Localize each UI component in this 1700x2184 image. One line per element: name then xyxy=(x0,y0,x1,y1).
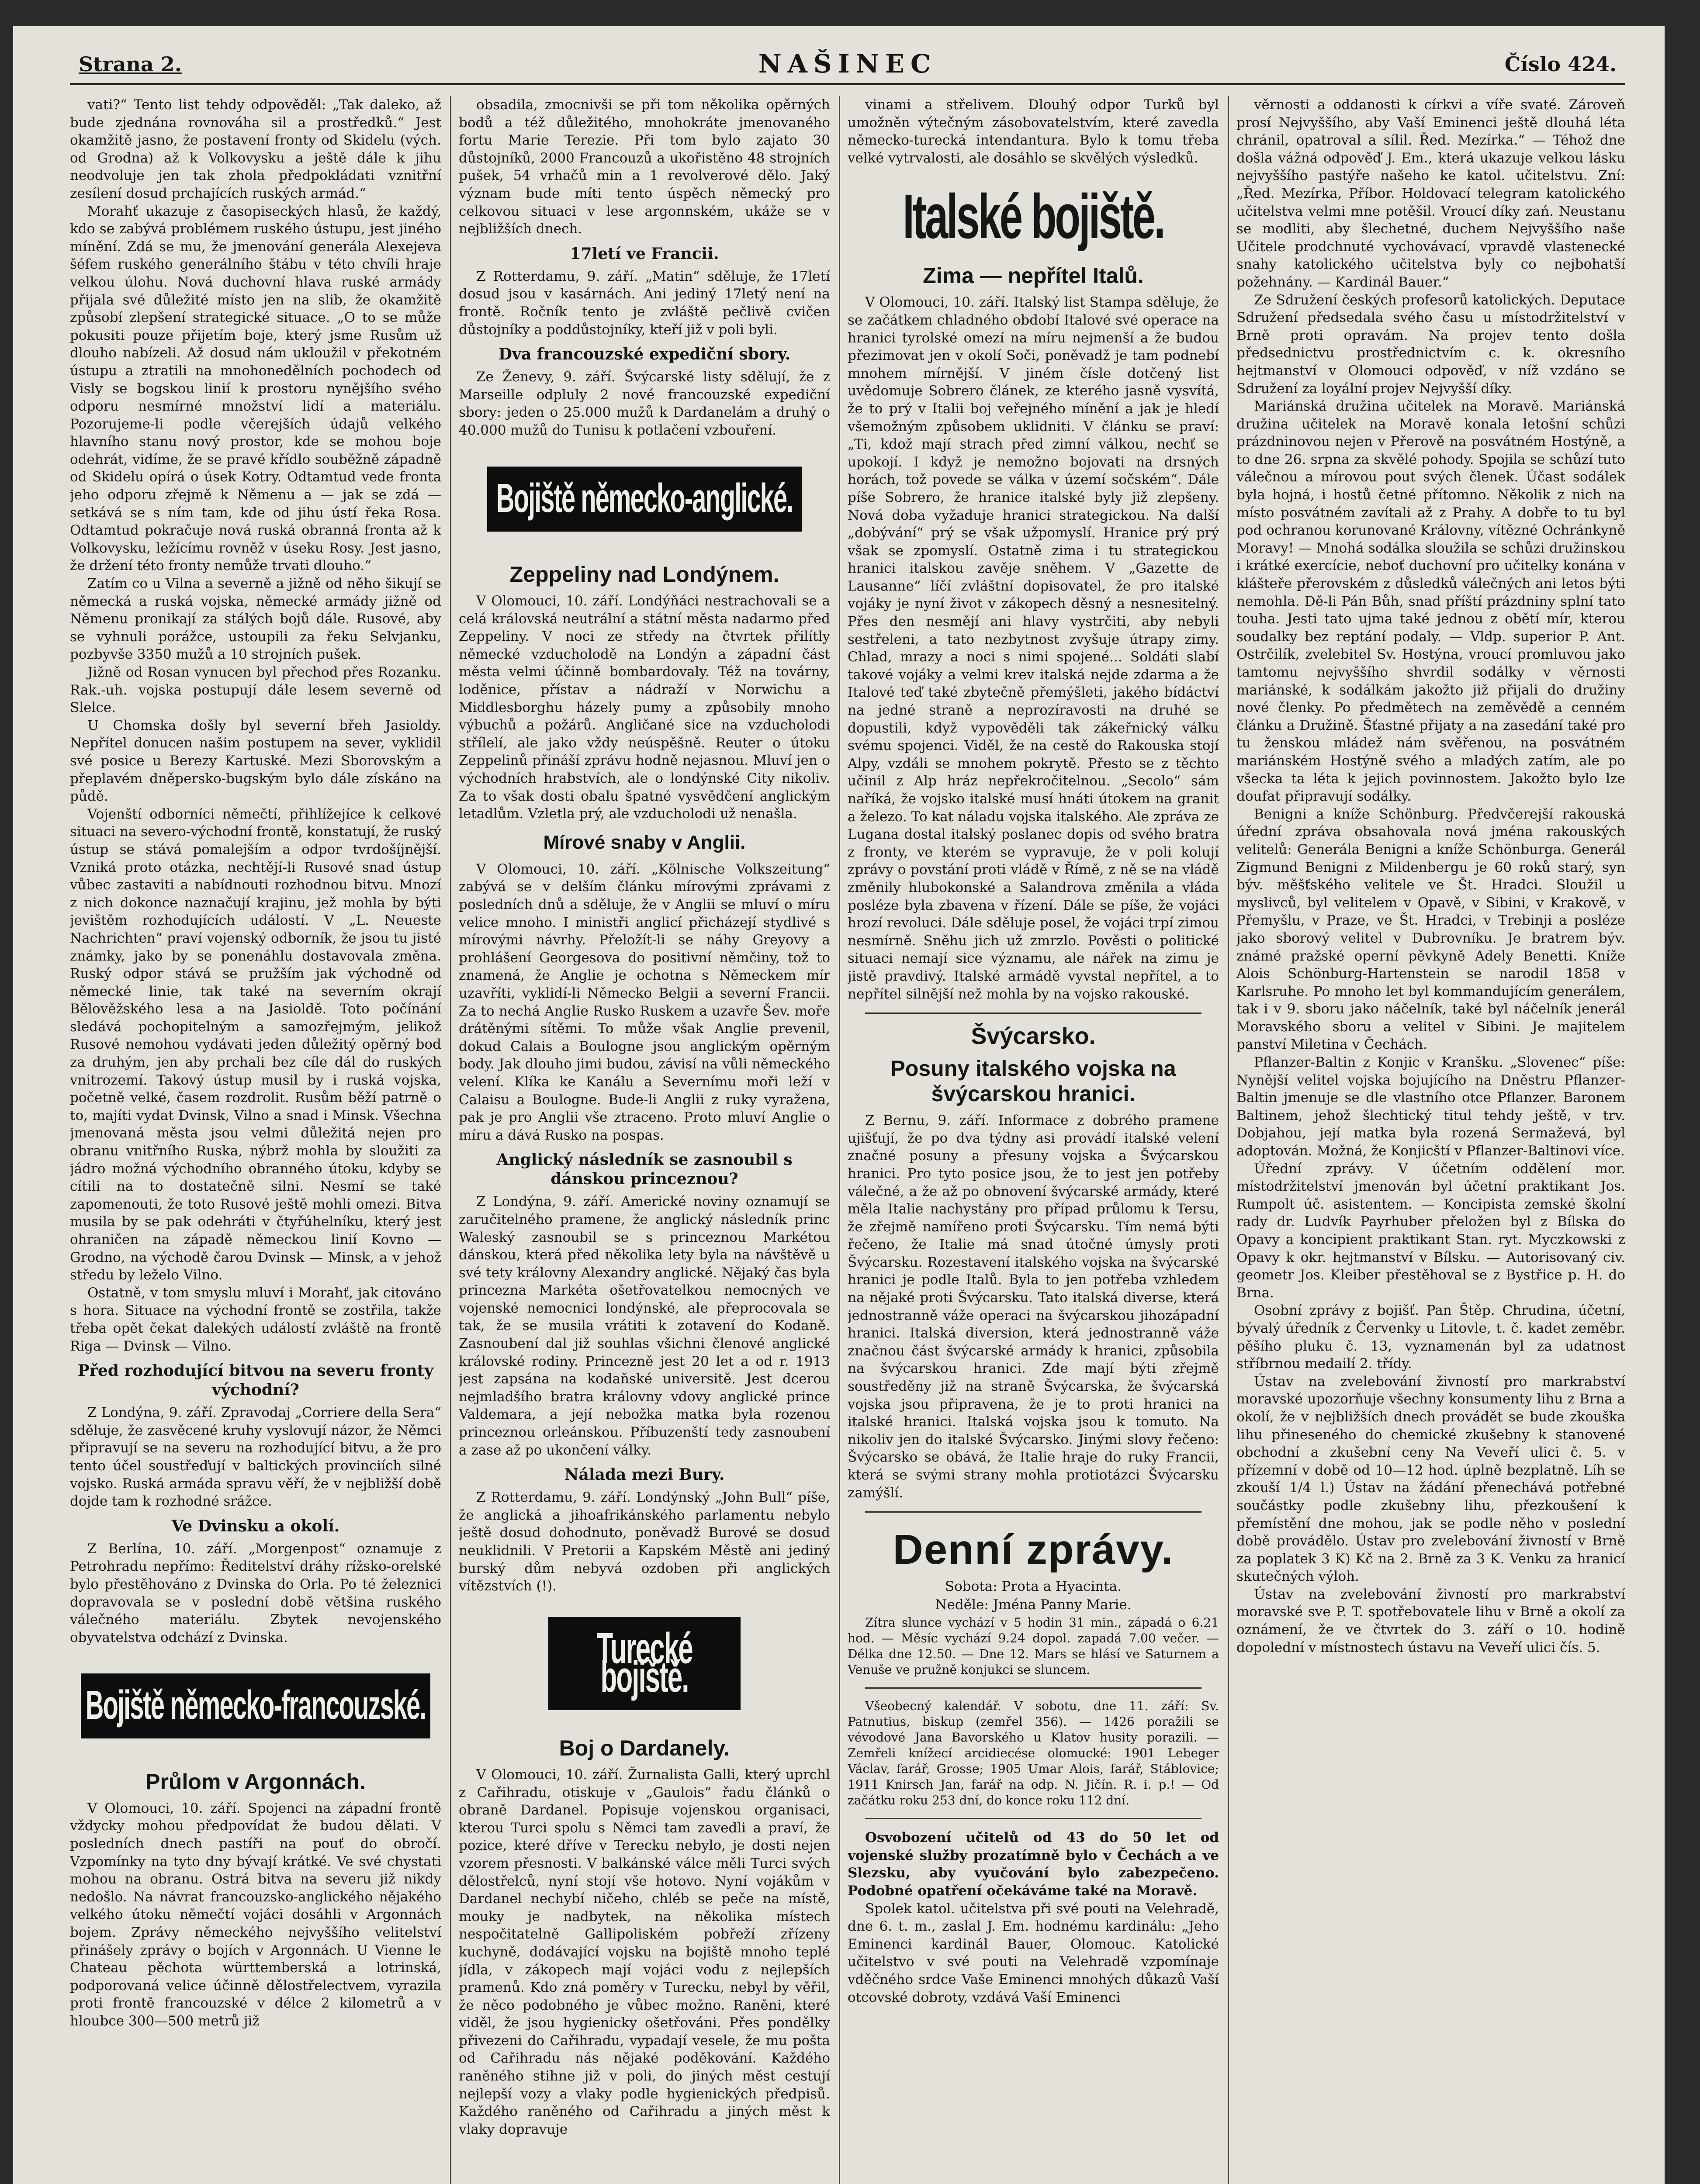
section-title: Italské bojiště. xyxy=(903,182,1164,252)
section-banner: Bojiště německo-francouzské. xyxy=(81,1674,430,1738)
paragraph: Osvobození učitelů od 43 do 50 let od vojenské služby prozatímně bylo v Čechách a ve Slezsku, aby vyučování bylo zabezpečeno. Podobné opatření očekáváme také na Moravě. xyxy=(848,1830,1219,1899)
paragraph: V Olomouci, 10. září. Žurnalista Galli, který uprchl z Cařihradu, otiskuje v „Gaulois“ řadu článků o obraně Dardanel. Popisuje vojenskou organisaci, kterou Turci spolu s Němci tam zavedli a praví, že pozice, které dříve v Terecku nebylo, je dosti nejen vzorem přesnosti. V balkánské válce měli Turci svých dělostřelců, nyní stojí vše hotovo. Nyní vojákům v Dardanel nechybí ničeho, chléb se peče na místě, mouky je nadbytek, na několika místech nespočitatelně Gallipoliském pobřeží zřízeny kuchyně, dodávající vojsku na bojiště mnoho teplé jídla, v zákopech mají vojáci vodu z nejlepších pramenů. Kdo zná poměry v Turecku, nebyl by věřil, že něco podobného je vůbec možno. Raněni, které viděl, že jsou hygienicky ošetřováni. Přes pondělky přivezeni do Cařihradu, vypadají vesele, že mu pošta od Cařihradu nás nějaké poděkování. Každého raněného stihne již v poli, do jiných měst cestují nejlepší vozy a vlaky podle hygienických předpisů. Každého raněného od Cařihradu a jiných měst k vlaky dopravuje xyxy=(459,1766,830,2137)
paragraph: Benigni a kníže Schönburg. Předvčerejší rakouská úřední zpráva obsahovala nová jména rakouských velitelů: Generála Benigni a kníže Schönburga. Generál Zigmund Benigni z Mildenbergu je 60 roků starý, syn býv. měšťského velitele ve Št. Hradci. Sloužil u myslivců, byl velitelem v Opavě, v Sibini, v Krakově, v Přemyšlu, v Praze, ve Št. Hradci, v Trebinji a posléze jako sborový velitel v Dubrovníku. Je bratrem býv. známé pražské operní pěvkyně Adely Benetti. Kníže Alois Schönburg-Hartenstein se narodil 1858 v Karlsruhe. Po mnoho let byl kommandujícím generálem, tak i v 9. sboru jako náčelník, také byl náčelník jenerál Moravského sboru a velitel v Sibini. Je majitelem panství Miletina v Čechách. xyxy=(1236,806,1625,1053)
paragraph: Mariánská družina učitelek na Moravě. Mariánská družina učitelek na Moravě konala letošní schůzi prázdninovou nejen v Přerově na posvátném Hostýně, a to dne 26. srpna za skvělé pohody. Spojila se schůzí tuto válečnou a mírovou pout svých členek. Účast sodálek byla hojná, i hostů četné přítomno. Několik z nich na místo posvátném zavítali až z Prahy. A dobře to tu byl pod ochranou korunované Královny, vítězné Ochránkyně Moravy! — Mnohá sodálka sloužila se schůzi družinskou i krátké exercície, neboť duchovní pro učitelky konána v klášteře přerovském z důsledků válečných ani letos býti nemohla. Dě-li Pán Bůh, snad příští prázdniny splní tato touha. Jesti tato ujma také jednou z obětí mír, kterou soudalky bez reptání podaly. — Vldp. superior P. Ant. Ostrčilík, zvelebitel Sv. Hostýna, vroucí promluvou jako tamtomu nejvyššího shvrdil sodálky v věrnosti mariánské, k sodálkám jakožto již přijali do družiny nové členky. Po předmětech na zeměvědě a cenném článku a Družině. Šťastné přijaty a na zasedání také pro tu ženskou mládež nám svěřenou, na posvátném mariánském Hostýně svého a mladých zatím, ale po všecka ta léta k jejich povinnostem. Jakožto bylo lze doufat připravují sodálky. xyxy=(1236,398,1625,805)
paragraph: V Olomouci, 10. září. Spojenci na západní frontě vždycky mohou předpovídat že budou dělati. V posledních dnech pastíři na pouť do obročí. Vzpomínky na tyto dny bývají krátké. Ve své chystati mohou na obranu. Ostrá bitva na severu již nikdy nedošlo. Na návrat francouzsko-anglického nějakého velkého útoku němečtí vojáci dosáhli v Argonnách bojem. Zprávy německého nejvyššího velitelství přinášely zprávy o bojích v Argonnách. U Vienne le Chateau pěchota württemberská a lotrinská, podporovaná velice účinně dělostřelectvem, vyrazila proti frontě francouzské v délce 2 kilometrů a v hloubce 300—500 metrů již xyxy=(70,1800,441,2029)
article-headline: Boj o Dardanely. xyxy=(559,1735,730,1760)
article-headline: Dva francouzské expediční sbory. xyxy=(498,345,791,364)
divider xyxy=(865,1818,1201,1819)
article-headline: Průlom v Argonnách. xyxy=(145,1769,366,1794)
paragraph: Zatím co u Vilna a severně a jižně od něho šikují se německá a ruská vojska, německé armády jižně od Němenu pronikají za stálých bojů dále. Rusové, aby se vyhnuli porážce, ustoupili za řeku Selvjanku, pozbyvše 3350 mužů a 10 strojních pušek. xyxy=(70,576,441,663)
paragraph: Všeobecný kalendář. V sobotu, dne 11. září: Sv. Patnutius, biskup (zemřel 356). — 1426 poražili se vévodové Jana Bavorského u Klatov husity porazili. — Zemřeli knížecí arcidiecése olomucké: 1901 Lebeger Václav, farář, Grosse; 1905 Umar Alois, farář, Stáblovice; 1911 Knirsch Jan, farář na odp. N. Jičín. R. i. p.! — Od začátku roku 253 dní, do konce roku 112 dní. xyxy=(848,1699,1219,1808)
paragraph: Zítra slunce vychází v 5 hodin 31 min., západá o 6.21 hod. — Měsíc vychází 9.24 dopol. zapadá 7.00 večer. — Délka dne 12.50. — Dne 12. Mars se hlásí ve Saturnem a Venuše ve pružně konjukci se sluncem. xyxy=(848,1615,1219,1677)
paragraph: V Olomouci, 10. září. Italský list Stampa sděluje, že se začátkem chladného období Italové své operace na hranici tyrolské omezí na míru nejmenší a že budou přezimovat jen v okolí Soči, poněvadž je tam podnebí mnohem mírnější. V jiném čísle dotčený list uvědomuje Sobrero článek, ze kterého jasně vysvítá, že to prý v Italii boj veřejného mínění a jak je hledí všemožným způsobem uklidniti. V článku se praví: „Ti, kdož mají strach před zimní válkou, nechť se upokojí. I když je nemožno bojovati na drsných horách, tož povede se válka v území sočském“. Dále píše Sobrero, že hranice italské byly již zlepšeny. Nová doba vyžaduje hranici strategickou. Na další „dobývání“ prý se však užpomyslí. Hranice prý prý však se zpomyslí. Ostatně zima i tu strategickou hranici italskou zavěje sněhem. V „Gazette de Lausanne“ líčí zvláštní dopisovatel, že pro italské vojáky je nyní život v zákopech děsný a nesnesitelný. Přes den nesmějí ani hlavy vystrčiti, aby nebyli sestřeleni, a tato nezbytnost zvyšuje útrapy zimy. Chlad, mrazy a noci s nimi spojené... Soldáti slabí takové vojáky a velmi krev italská nejde zdarma a že Italové teď také zbytečně přemýšleti, jakého bídáctví na jedné straně a neprozíravosti na druhé se dopustili, když vypověděli tak zákeřnický válku svému spojenci. Viděl, že na cestě do Rakouska stojí Alpy, vzdáli se mnohem pokrytě. Přesto se z těchto učinil z Alp hráz nepřekročitelnou. „Secolo“ sám naříká, že vojsko italské musí hnáti útokem na granit a železo. To kat náladu vojska italského. Ale zpráva ze Lugana dostal italský poslanec dopis od svého bratra z fronty, ve kterém se vypravuje, že v poli kolují zprávy o povstání proti vládě v Římě, z ně se na vládě změnily hlubokonské a Salandrova změnila a vláda posléze byla zbavena v řízení. Dále se píše, že vojáci hrozí revoluci. Dále sděluje posel, že vojáci trpí zimou nesmírně. Sněhu jich už zmrzlo. Pověsti o politické situaci nemají sice významu, ale nářek na zimu je jistě pravdivý. Italské armádě vyvstal nepřítel, a to nepřítel silnější než mohla by na vojsko rakouské. xyxy=(848,294,1219,1002)
paragraph: Z Berlína, 10. září. „Morgenpost“ oznamuje z Petrohradu nepřímo: Ředitelství dráhy rížsko-orelské bylo přestěhováno z Dvinska do Orla. Po té železnici dopravovala se v poslední době většina ruského válečného materiálu. Zbytek nevojenského obyvatelstva odchází z Dvinska. xyxy=(70,1541,441,1645)
paragraph: Osobní zprávy z bojišť. Pan Štěp. Chrudina, účetní, bývalý úředník z Červenky u Litovle, t. č. kadet zeměbr. pěšího pluku č. 13, vyznamenán byl za udatnost stříbrnou medailí 2. třídy. xyxy=(1236,1303,1625,1372)
paragraph: Z Londýna, 9. září. Americké noviny oznamují se zaručitelného pramene, že anglický následník princ Waleský zasnoubil se s princeznou Markétou dánskou, která před několika lety byla na návštěvě u své tety královny Alexandry anglické. Nějaký čas byla princezna Markéta ošetřovatelkou nemocných ve vojenské nemocnici londýnské, ale přeprocovala se tak, že se musila vrátiti k zotavení do Kodaně. Zasnoubení dal již souhlas všichni členové anglické královské rodiny. Princezně jest 20 let a od r. 1913 jest zapsána na kodaňské universitě. Jest dcerou nejmladšího bratra královny vdovy anglické prince Valdemara, a její nebožka matka byla rozenou princeznou orleánskou. Příbuzenští tedy zasnoubení a zase až po ukončení války. xyxy=(459,1194,830,1458)
masthead xyxy=(70,44,1625,85)
paragraph: V Olomouci, 10. září. Londýňáci nestrachovali se a celá královská neutrální a státní města nadarmo před Zeppeliny. V noci ze středy na čtvrtek přilítly německé vzducholodě na Londýn a západní část města velmi účinně bombardovaly. Též na továrny, loděnice, přístav a nádraží v Norwichu a Middlesborghu házely pumy a způsobily mnoho výbuchů a požárů. Angličané sice na vzducholodi střílelí, ale jako vždy neúspěšně. Reuter o útoku Zeppelinů přináší zprávu hodně nejasnou. Mluví jen o východních hrabstvích, ale o londýnské City nikoliv. Za to však dosti obalu špatné vysvědčení anglickým letadlům. Vzletla prý, ale vzducholodi už nenašla. xyxy=(459,593,830,822)
paragraph: Pflanzer-Baltin z Konjic v Kranšku. „Slovenec“ píše: Nynější velitel vojska bojujícího na Dněstru Pflanzer-Baltin jmenuje se dle vlastního otce Pflanzer. Baronem Baltinem, jehož šlechtický titul tehdy ještě, v trv. Dobjahou, její matka byla rozená Sermaževá, byl adoptován. Možná, že Konjicští v Pflanzer-Baltinovi více. xyxy=(1236,1054,1625,1159)
paragraph: V Olomouci, 10. září. „Kölnische Volkszeitung“ zabývá se v delším článku mírovými zprávami z posledních dnů a sděluje, že v Anglii se mluví o míru velice mnoho. I ministři anglicí přicházejí stydlivé s mírovými návrhy. Přeložít-li se náhy Greyovy a prohlášení Georgesova do positivní němčiny, tož to znamená, že Anglie je ochotna s Německem mír uzavříti, vyklidí-li Německo Belgii a severní Francii. Za to nechá Anglie Rusko Ruskem a uzavře Šev. moře drátěnými sítěmi. To může však Anglie prevenil, dokud Calais a Boulogne jsou anglickým opěrným body. Jak dlouho jimi budou, závisí na vůli německého velení. Klíka ke Kanálu a Severnímu moři leží v Calaisu a Boulogne. Bude-li Anglii z ruky vyražena, pak je pro Anglii vše ztraceno. Proto mluví Anglie o míru a dává Rusko na pospas. xyxy=(459,861,830,1143)
newspaper-page xyxy=(13,26,1665,2184)
newspaper-title: NAŠINEC xyxy=(758,49,937,79)
column-1 xyxy=(70,96,441,2184)
column-4 xyxy=(1236,96,1625,2184)
paragraph: Ostatně, v tom smyslu mluví i Morahť, jak citováno s hora. Situace na východní frontě se zostřila, takže třeba opět čekat dalekých událostí zvláště na frontě Riga — Dvinsk — Vilno. xyxy=(70,1285,441,1354)
paragraph: Vojenští odborníci němečtí, přihlížejíce k celkové situaci na severo-východní frontě, konstatují, že ruský ústup se stává pomalejším a odpor tvrdošíjnější. Vzniká proto otázka, nechtějí-li Rusové snad ústup vůbec zastaviti a nabídnouti rozhodnou bitvu. Mnozí z nich dokonce naznačují krajinu, jež mohla by býti jevištěm rozhodujících událostí. V „L. Neueste Nachrichten“ praví vojenský odborník, že jsou tu jisté známky, jako by se ponenáhlu dostavovala změna. Ruský odpor stává se pružším jak východně od německé linie, tak také na severním okrají Bělověžského lesa a na Jasioldě. Toto počínání sledává pochopitelným a samozřejmým, jelikož Rusové nemohou vydávati jeden důležitý opěrný bod za druhým, jen aby prchali bez cíle dál do ruských vnitrozemí. Takový ústup musil by i ruská vojska, početně velké, časem rozdrolit. Rusům běží patrně o to, majíti vydat Dvinsk, Vilno a snad i Minsk. Všechna jmenovaná města jsou velmi důležitá nejen pro obranu vnitřního Ruska, nýbrž mohla by sloužiti za jádro možná východního obranného útoku, kdyby se cítili na to dostatečně silni. Nesmí se také zapomenouti, že toto Rusové ještě mohli omezi. Bitva musila by se pak odehráti v čtyřúhelníku, který jest ohraničen na západě německou linií Kovno — Grodno, na východě čarou Dvinsk — Minsk, a v jehož středu by leželo Vilno. xyxy=(70,806,441,1283)
paragraph: Ústav na zvelebování živností pro markrabství moravské upozorňuje všechny konsumenty lihu z Brna a okolí, že v nejbližších dnech provádět se bude zkouška lihu přineseného do chemické zkušebny k stanovené obchodní a zkušební ceny Na Veveří ulici č. 5. v přízemní v době od 10—12 hod. úplně bezplatně. Líh se zkouší 1/4 l.) Ústav na žádání přenechává potřebné součástky podle zkušebny lihu, přezkoušení k přemístění dne mohou, jak se podle něho v poslední době provádělo. Ústav pro zvelebování živností v Brně za poplatek 3 K) Kč na 2. Brně za 3 K. Venku za hranicí skutečných výloh. xyxy=(1236,1373,1625,1585)
section-banner: Bojiště německo-anglické. xyxy=(487,467,802,531)
divider xyxy=(865,1013,1201,1014)
article-headline: Anglický následník se zasnoubil s dánskou princeznou? xyxy=(496,1151,793,1189)
paragraph: obsadila, zmocnivši se při tom několika opěrných bodů a též důležitého, mnohokráte jmenovaného fortu Marie Terezie. Při tom bylo zajato 30 důstojníků, 2000 Francouzů a ukořistěno 48 strojních pušek, 54 vrhačů min a 1 revolverové dělo. Jaký význam bude míti tento úspěch německý pro celkovou situaci v lese argonnském, ukáže se v nejbližších dnech. xyxy=(459,97,830,237)
paragraph: Z Rotterdamu, 9. září. Londýnský „John Bull“ píše, že anglická a jihoafrikánského parlamentu nebylo ještě dosud dohodnuto, poněvadž Burové se dosud neuklidnili. V Pretorii a Kapském Městě ani jediný burský dům nebyvá ozdoben při anglických vítězstvích (!). xyxy=(459,1489,830,1594)
article-headline: Zeppeliny nad Londýnem. xyxy=(509,562,779,587)
section-title: Švýcarsko. xyxy=(971,1023,1096,1050)
issue-number: Číslo 424. xyxy=(1504,52,1617,76)
paragraph: Morahť ukazuje z časopiseckých hlasů, že každý, kdo se zabývá problémem ruského ústupu, jest jiného mínění. Zdá se mu, že jmenování generála Alexejeva šéfem ruského generálního štábu v této chvíli hraje velkou úlohu. Nová duchovní hlava ruské armády přijala své důležité místo jen na slib, že okamžitě způsobí zlepšení strategické situace. „O to se může pokusiti pouze přijetím boje, který jsme Rusům už dlouho nabízeli. Až dosud nám ukloužil v překotném ústupu a ztratili na mnohonedělních pochodech od Visly se bogskou linií k prostoru nynějšího svého odporu nesmírné množství lidí a materiálu. Pozorujeme-li podle včerejších údajů velkého hlavního stanu nový prostor, kde se mohou boje odehrát, vidíme, že se pravé křídlo souběžně západně od Skidelu opírá o úsek Kotry. Odtamtud vede fronta jeho odporu zřejmě k Němenu a — jak se zdá — setkává se s ním tam, kde od jihu ústí řeka Rosa. Odtamtud pokračuje nová ruská obranná fronta až k Volkovysku, ležícímu rovněž v úseku Rosy. Jest jasno, že držení této fronty nemůže trvati dlouho.“ xyxy=(70,203,441,574)
article-headline: 17letí ve Francii. xyxy=(570,244,719,263)
paragraph: Z Rotterdamu, 9. září. „Matin“ sděluje, že 17letí dosud jsou v kasárnách. Ani jediný 17letý není na frontě. Ročník tento je zvláště pečlivě cvičen důstojníky a poddůstojníky, kteří již v poli byli. xyxy=(459,268,830,338)
paragraph: Spolek katol. učitelstva při své pouti na Velehradě, dne 6. t. m., zaslal J. Em. hodnému kardinálu: „Jeho Eminenci kardinál Bauer, Olomouc. Katolické učitelstvo v své pouti na Velehradě vzpomínaje vděčného srdce Vaše Eminenci mnohých důkazů Vaší otcovské dobroty, vzdává Vaší Eminenci xyxy=(848,1901,1219,2005)
paragraph: Úřední zprávy. V účetním oddělení mor. místodržitelství jmenován byl účetní praktikant Jos. Rumpolt úč. asistentem. — Koncipista zemské školní rady dr. Ludvík Payrhuber přeložen byl z Bílska do Opavy a koncipient praktikant Stan. ryt. Myczkowski z Opavy k okr. hejtmanství v Bílsku. — Autorisovaný civ. geometr Jos. Kleiber přestěhoval se z Bystřice p. H. do Brna. xyxy=(1236,1161,1625,1301)
calendar-line: Sobota: Prota a Hyacinta. xyxy=(945,1579,1122,1595)
paragraph: Ze Ženevy, 9. září. Švýcarské listy sdělují, že z Marseille odpluly 2 nové francouzské expediční sbory: jeden o 25.000 mužů k Dardanelám a druhý o 40.000 mužů do Tunisu k potlačení vzbouření. xyxy=(459,369,830,438)
column-rule xyxy=(839,96,840,2184)
paragraph: Ze Sdružení českých profesorů katolických. Deputace Sdružení předsedala svého času u místodržitelství v Brně proti opravám. Na projev tento došla předsednictvu prostřednictvím c. k. okresního hejtmanství v Olomouci odpověď, v níž vzdáno se Sdružení za loyální projev Nejvyšší díky. xyxy=(1236,292,1625,397)
article-headline: Posuny italského vojska na švýcarskou hranici. xyxy=(890,1056,1176,1106)
paragraph: vati?“ Tento list tehdy odpověděl: „Tak daleko, až bude zjednána rovnováha sil a prostředků.“ Jest okamžitě jasno, že postavení fronty od Skidelu (vých. od Grodna) až k Volkovysku a ještě dále k jihu neodvoluje jen tak zhola předpokládati vznitřní zesílení dosud prchajících ruských armád.“ xyxy=(70,97,441,201)
column-rule xyxy=(1228,96,1229,2184)
column-2 xyxy=(459,96,830,2184)
calendar-line: Neděle: Jména Panny Marie. xyxy=(935,1597,1132,1613)
paragraph: věrnosti a oddanosti k církvi a víře svaté. Zároveň prosí Nejvyššího, aby Vaší Eminenci ještě dlouhá léta chránil, opatroval a sílil. Řed. Mezírka.“ — Téhož dne došla vážná odpověď J. Em., která ukazuje velkou lásku nejvyššího pastýře našeho ke katol. učitelstvu. Zní: „Řed. Mezírka, Příbor. Holdovací telegram katolického učitelstva velmi mne potěšil. Vroucí díky zań. Neustanu se modliti, aby šlechetné, duchem Nejvyššího naše Učitele prodchnuté vychovávací, vpravdě vlastenecké snahy katolického učitelstva byly co nejbohatší požehnány. — Kardinál Bauer.“ xyxy=(1236,97,1625,290)
section-banner: Turecké bojiště. xyxy=(548,1617,741,1710)
article-headline: Ve Dvinsku a okolí. xyxy=(171,1517,340,1535)
divider xyxy=(865,1687,1201,1689)
column-rule xyxy=(450,96,451,2184)
section-title: Denní zprávy. xyxy=(893,1526,1174,1573)
article-headline: Mírové snaby v Anglii. xyxy=(543,831,746,853)
article-headline: Zima — nepřítel Italů. xyxy=(923,263,1144,288)
column-3 xyxy=(848,96,1219,2184)
page-label: Strana 2. xyxy=(79,52,182,76)
article-headline: Před rozhodující bitvou na severu fronty východní? xyxy=(77,1362,434,1400)
paragraph: Z Bernu, 9. září. Informace z dobrého pramene ujišťují, že po dva týdny asi provádí italské velení značné posuny a přesuny vojska a Švýcarskou hranici. Pro tyto posice jsou, že to jest jen potřeby válečné, a že až po obnovení švýcarské armády, které měla Italie nachystány pro případ průlomu k Tersu, že zřejmě namířeno proti Švýcarsku. Tím nemá býti řečeno, že Italie má snad útočné úmysly proti Švýcarsku. Rozestavení italského vojska na švýcarské hranici je podle Italů. Byla to jen potřeba vzhledem na nějaké proti Švýcarsku. Tato italská diverse, která jednostranně váže operaci na švýcarskou jihozápadní hranici. Italská diversion, která jednostranně váže značnou část švýcarské armády k hranici, způsobila na švýcarskou hranici. Zde mají býti zřejmě soustředěny již na straně Švýcarska, že švýcarská vojska jsou připravena, že je to proti hranici na italské hranici. Italská vojska jsou k tomuto. Na nikoliv jen do italské Švýcarsko. Jinými slovy řečeno: Švýcarsko se obává, že Italie hraje do ruky Francii, která se svými strany mohla protiotázci Švýcarsku zamýšlí. xyxy=(848,1113,1219,1501)
divider xyxy=(865,1511,1201,1513)
paragraph: Ústav na zvelebování živností pro markrabství moravské sve P. T. spotřebovatele lihu v Brně a okolí za oznámení, že ve čtvrtek do 3. září o 10. hodině dopolední v místnostech ústavu na Veveří ulici čís. 5. xyxy=(1236,1586,1625,1655)
article-headline: Nálada mezi Bury. xyxy=(564,1465,725,1484)
paragraph: U Chomska došly byl severní břeh Jasioldy. Nepřítel donucen našim postupem na sever, vyklidil své posice u Berezy Kartuské. Mezi Sborovským a přeplavém dněpersko-bugským bylo dále získáno na půdě. xyxy=(70,717,441,805)
paragraph: Jižně od Rosan vynucen byl přechod přes Rozanku. Rak.-uh. vojska postupují dále lesem severně od Slelce. xyxy=(70,664,441,716)
paragraph: Z Londýna, 9. září. Zpravodaj „Corriere della Sera“ sděluje, že zasvěcené kruhy vyslovují názor, že Němci připravují se na severu na rozhodující bitvu, a že pro tento účel soustřeďují v baltických provinciích silné vojsko. Ruská armáda spravu věří, že v nejbližší době dojde tam k rozhodné srážce. xyxy=(70,1405,441,1510)
paragraph: vinami a střelivem. Dlouhý odpor Turků byl umožněn výtečným zásobovatelstvím, které zavedla německo-turecká intendantura. Bylo k tomu třeba velké vytrvalosti, ale dosáhlo se skvělých výsledků. xyxy=(848,97,1219,166)
